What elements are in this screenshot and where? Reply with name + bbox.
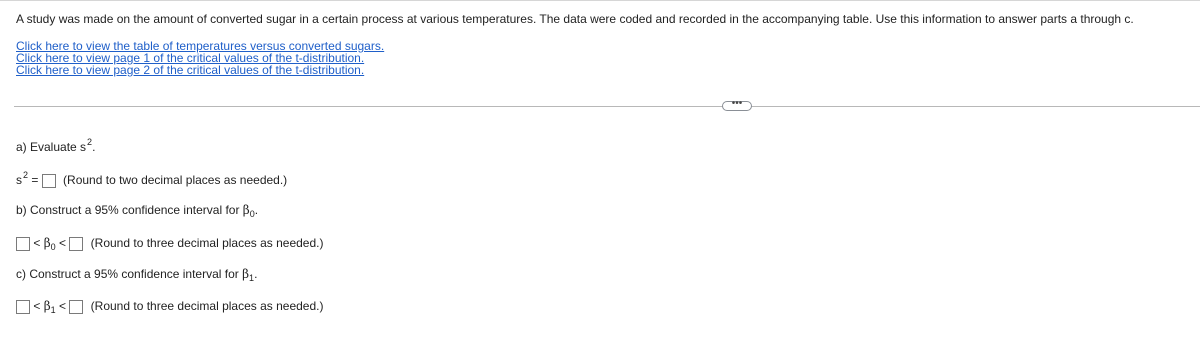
resource-links [16,40,384,76]
more-dots-icon: ••• [731,98,743,109]
s-squared-symbol: s [16,173,22,187]
beta1-subscript: 1 [50,305,56,315]
less-than-sign: < [30,299,44,313]
beta0-subscript: 0 [249,209,255,219]
part-a-rounding-hint: (Round to two decimal places as needed.) [63,173,288,187]
beta0-subscript: 0 [50,242,56,252]
beta0-lower-bound-box[interactable] [16,237,30,251]
section-divider [14,106,1200,107]
s-squared-answer-box[interactable] [42,174,56,188]
part-a-label [16,137,96,154]
part-c-rounding-hint: (Round to three decimal places as needed.) [90,299,324,313]
part-a-label-sup: 2 [87,137,93,147]
link-t-distribution-page-1[interactable]: Click here to view page 1 of the critical values of the t-distribution. [16,51,365,65]
question-intro: A study was made on the amount of converted sugar in a certain process at various temperatures. The data were coded and recorded in the accompanying table. Use this information to answer parts a through c. [16,12,1134,26]
part-b-rounding-hint: (Round to three decimal places as needed.) [90,236,324,250]
top-rule [0,0,1200,1]
part-b-label [16,203,258,217]
part-a-answer-row [16,170,288,188]
beta0-symbol: β [43,236,51,250]
link-temperature-table[interactable]: Click here to view the table of temperatures versus converted sugars. [16,39,385,53]
part-a-label-end: . [92,140,96,154]
beta1-symbol: β [242,267,250,281]
part-b-label-end: . [254,203,259,217]
s-squared-exponent: 2 [23,170,29,180]
less-than-sign: < [55,299,70,313]
part-b-label-text: b) Construct a 95% confidence interval for [16,203,243,217]
beta1-subscript: 1 [249,273,255,283]
part-b-answer-row [16,236,323,251]
expand-more-button[interactable] [722,98,752,111]
beta1-symbol: β [43,299,51,313]
part-c-answer-row [16,299,323,314]
beta0-symbol: β [242,203,250,217]
part-c-label [16,267,257,281]
part-a-label-text: a) Evaluate s [16,140,87,154]
part-c-label-end: . [254,267,258,281]
part-c-label-text: c) Construct a 95% confidence interval for [16,267,243,281]
link-t-distribution-page-2[interactable]: Click here to view page 2 of the critical values of the t-distribution. [16,63,365,77]
beta1-upper-bound-box[interactable] [69,300,83,314]
equals-sign: = [28,173,39,187]
less-than-sign: < [55,236,70,250]
less-than-sign: < [30,236,44,250]
beta1-lower-bound-box[interactable] [16,300,30,314]
beta0-upper-bound-box[interactable] [69,237,83,251]
